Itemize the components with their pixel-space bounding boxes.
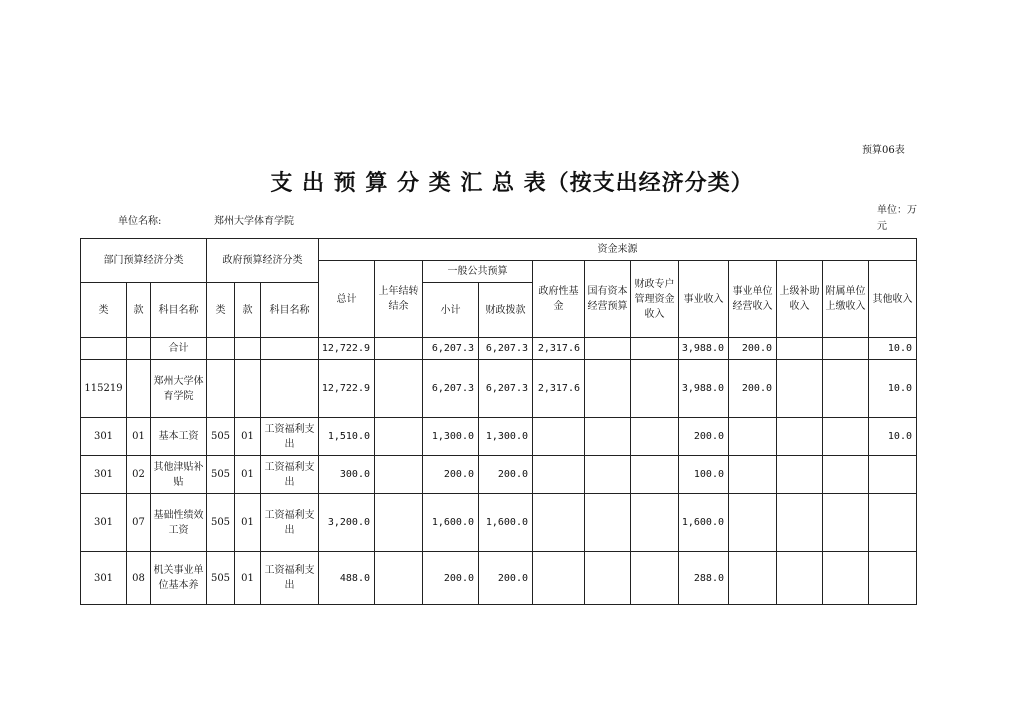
cell-gov-item: 01 [235,418,261,456]
cell-gov-item: 01 [235,552,261,605]
cell-state-capital [585,338,631,360]
cell-other-income [869,494,917,552]
cell-affiliated-unit [823,360,869,418]
header-other-income: 其他收入 [869,261,917,338]
cell-gov-fund [533,418,585,456]
cell-dept-subject: 合计 [151,338,207,360]
header-business-unit-income: 事业单位经营收入 [729,261,777,338]
cell-business-income: 288.0 [679,552,729,605]
header-dept-class: 类 [81,283,127,338]
cell-dept-class [81,338,127,360]
header-carryover: 上年结转结余 [375,261,423,338]
page-title: 支 出 预 算 分 类 汇 总 表（按支出经济分类） [270,170,754,196]
cell-total: 12,722.9 [319,360,375,418]
cell-fiscal-allocation: 1,300.0 [479,418,533,456]
header-gov-fund: 政府性基金 [533,261,585,338]
cell-gov-class: 505 [207,552,235,605]
cell-state-capital [585,494,631,552]
cell-business-unit-income [729,418,777,456]
cell-other-income: 10.0 [869,338,917,360]
cell-total: 1,510.0 [319,418,375,456]
header-dept-subject: 科目名称 [151,283,207,338]
cell-dept-subject: 其他津贴补贴 [151,456,207,494]
cell-affiliated-unit [823,456,869,494]
cell-gov-subject [261,360,319,418]
cell-gov-fund [533,494,585,552]
cell-dept-subject: 基本工资 [151,418,207,456]
cell-carryover [375,418,423,456]
cell-gov-subject: 工资福利支出 [261,552,319,605]
cell-fiscal-allocation: 1,600.0 [479,494,533,552]
cell-fiscal-allocation: 200.0 [479,552,533,605]
cell-carryover [375,360,423,418]
header-gov-item: 款 [235,283,261,338]
form-number: 预算06表 [862,145,905,156]
cell-carryover [375,338,423,360]
cell-gov-class [207,360,235,418]
cell-business-income: 3,988.0 [679,338,729,360]
cell-subtotal: 1,300.0 [423,418,479,456]
cell-state-capital [585,418,631,456]
header-gov-class-group: 政府预算经济分类 [207,239,319,283]
cell-fiscal-allocation: 6,207.3 [479,338,533,360]
cell-affiliated-unit [823,552,869,605]
cell-gov-item: 01 [235,494,261,552]
cell-gov-subject: 工资福利支出 [261,418,319,456]
cell-fiscal-special [631,338,679,360]
cell-dept-item [127,360,151,418]
cell-fiscal-special [631,494,679,552]
cell-carryover [375,552,423,605]
cell-gov-class [207,338,235,360]
table-row [81,360,917,418]
cell-total: 3,200.0 [319,494,375,552]
cell-fiscal-special [631,456,679,494]
table-row [81,456,917,494]
header-funding-source: 资金来源 [319,239,917,261]
cell-subtotal: 1,600.0 [423,494,479,552]
cell-gov-subject [261,338,319,360]
cell-dept-item: 01 [127,418,151,456]
cell-carryover [375,494,423,552]
cell-superior-subsidy [777,494,823,552]
cell-other-income: 10.0 [869,360,917,418]
cell-total: 12,722.9 [319,338,375,360]
cell-gov-fund: 2,317.6 [533,338,585,360]
cell-subtotal: 6,207.3 [423,360,479,418]
header-dept-item: 款 [127,283,151,338]
cell-business-unit-income [729,456,777,494]
cell-superior-subsidy [777,338,823,360]
cell-gov-item: 01 [235,456,261,494]
cell-superior-subsidy [777,552,823,605]
header-business-income: 事业收入 [679,261,729,338]
cell-dept-class: 301 [81,456,127,494]
cell-dept-subject: 郑州大学体育学院 [151,360,207,418]
cell-gov-class: 505 [207,494,235,552]
cell-total: 300.0 [319,456,375,494]
cell-dept-item [127,338,151,360]
cell-subtotal: 200.0 [423,456,479,494]
cell-gov-item [235,338,261,360]
cell-fiscal-special [631,360,679,418]
cell-gov-item [235,360,261,418]
cell-superior-subsidy [777,360,823,418]
cell-gov-fund [533,552,585,605]
header-fiscal-special: 财政专户管理资金收入 [631,261,679,338]
cell-dept-item: 08 [127,552,151,605]
header-fiscal-allocation: 财政拨款 [479,283,533,338]
cell-state-capital [585,552,631,605]
cell-superior-subsidy [777,456,823,494]
unit-name-label: 单位名称: [118,216,162,227]
cell-fiscal-allocation: 200.0 [479,456,533,494]
cell-dept-subject: 机关事业单位基本养 [151,552,207,605]
cell-dept-subject: 基础性绩效工资 [151,494,207,552]
cell-other-income [869,456,917,494]
header-gov-subject: 科目名称 [261,283,319,338]
cell-dept-class: 301 [81,552,127,605]
cell-fiscal-allocation: 6,207.3 [479,360,533,418]
header-general-public-budget: 一般公共预算 [423,261,533,283]
cell-other-income: 10.0 [869,418,917,456]
cell-gov-class: 505 [207,456,235,494]
cell-business-income: 3,988.0 [679,360,729,418]
cell-business-income: 100.0 [679,456,729,494]
header-dept-class-group: 部门预算经济分类 [81,239,207,283]
cell-other-income [869,552,917,605]
budget-table [80,238,917,605]
header-gov-class: 类 [207,283,235,338]
cell-gov-subject: 工资福利支出 [261,494,319,552]
cell-subtotal: 6,207.3 [423,338,479,360]
cell-gov-class: 505 [207,418,235,456]
cell-dept-class: 301 [81,418,127,456]
cell-dept-class: 115219 [81,360,127,418]
cell-affiliated-unit [823,418,869,456]
cell-affiliated-unit [823,494,869,552]
header-state-capital: 国有资本经营预算 [585,261,631,338]
header-affiliated-unit: 附属单位上缴收入 [823,261,869,338]
cell-business-unit-income: 200.0 [729,360,777,418]
cell-business-unit-income: 200.0 [729,338,777,360]
cell-gov-fund [533,456,585,494]
currency-unit-label: 单位：万元 [877,205,917,232]
table-row [81,494,917,552]
cell-business-income: 200.0 [679,418,729,456]
cell-gov-fund: 2,317.6 [533,360,585,418]
table-row [81,418,917,456]
cell-affiliated-unit [823,338,869,360]
unit-name-value: 郑州大学体育学院 [214,216,294,227]
header-total: 总计 [319,261,375,338]
cell-gov-subject: 工资福利支出 [261,456,319,494]
cell-subtotal: 200.0 [423,552,479,605]
cell-dept-item: 07 [127,494,151,552]
cell-dept-item: 02 [127,456,151,494]
cell-business-income: 1,600.0 [679,494,729,552]
cell-total: 488.0 [319,552,375,605]
cell-carryover [375,456,423,494]
table-row [81,552,917,605]
cell-fiscal-special [631,418,679,456]
cell-business-unit-income [729,494,777,552]
cell-superior-subsidy [777,418,823,456]
cell-dept-class: 301 [81,494,127,552]
cell-state-capital [585,360,631,418]
table-row [81,338,917,360]
cell-business-unit-income [729,552,777,605]
cell-fiscal-special [631,552,679,605]
header-superior-subsidy: 上级补助收入 [777,261,823,338]
cell-state-capital [585,456,631,494]
header-subtotal: 小计 [423,283,479,338]
